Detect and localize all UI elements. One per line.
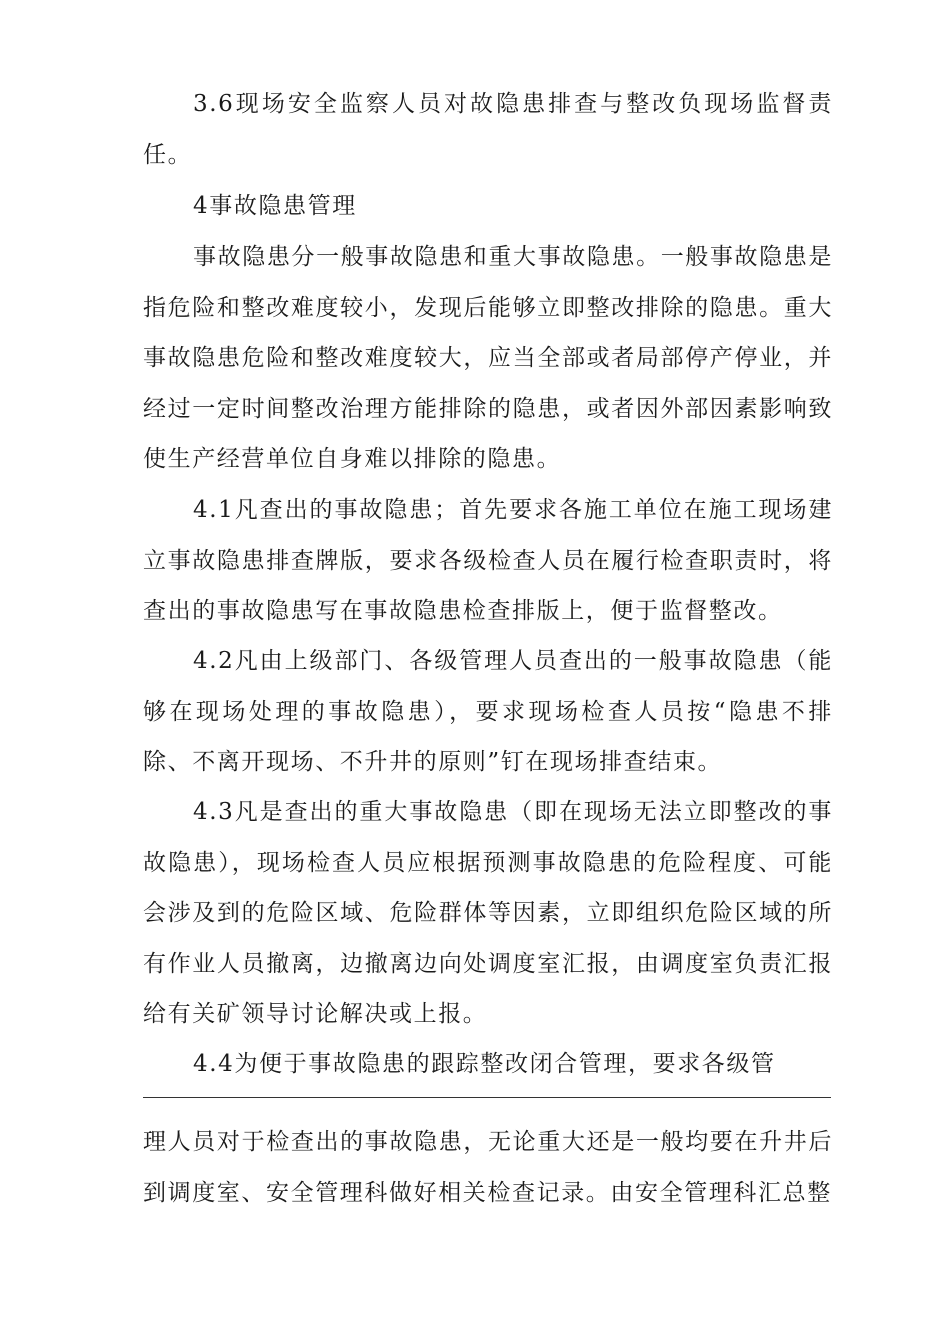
paragraph-4-3: 4.3凡是查出的重大事故隐患（即在现场无法立即整改的事故隐患），现场检查人员应根据预测事故隐患的危险程度、可能会涉及到的危险区域、危险群体等因素，立即组织危险区域的所有作业人员撤离，边撤离边向处调度室汇报，由调度室负责汇报给有关矿领导讨论解决或上报。 bbox=[143, 799, 833, 1027]
paragraph-4-1: 4.1凡查出的事故隐患；首先要求各施工单位在施工现场建立事故隐患排查牌版，要求各级检查人员在履行检查职责时，将查出的事故隐患写在事故隐患检查排版上，便于监督整改。 bbox=[143, 497, 833, 624]
section-heading-4: 4事故隐患管理 bbox=[193, 193, 357, 219]
paragraph-4-intro: 事故隐患分一般事故隐患和重大事故隐患。一般事故隐患是指危险和整改难度较小，发现后能够立即整改排除的隐患。重大事故隐患危险和整改难度较大，应当全部或者局部停产停业，并经过一定时间整改治理方能排除的隐患，或者因外部因素影响致使生产经营单位自身难以排除的隐患。 bbox=[143, 244, 833, 472]
paragraph-4-4-continuation: 理人员对于检查出的事故隐患，无论重大还是一般均要在升井后到调度室、安全管理科做好相关检查记录。由安全管理科汇总整 bbox=[143, 1129, 833, 1206]
page-divider bbox=[143, 1097, 831, 1098]
paragraph-4-4: 4.4为便于事故隐患的跟踪整改闭合管理，要求各级管 bbox=[193, 1051, 776, 1077]
paragraph-3-6: 3.6现场安全监察人员对故隐患排查与整改负现场监督责任。 bbox=[143, 91, 833, 168]
paragraph-4-2: 4.2凡由上级部门、各级管理人员查出的一般事故隐患（能够在现场处理的事故隐患），要求现场检查人员按“隐患不排除、不离开现场、不升井的原则”钉在现场排查结束。 bbox=[143, 648, 833, 775]
